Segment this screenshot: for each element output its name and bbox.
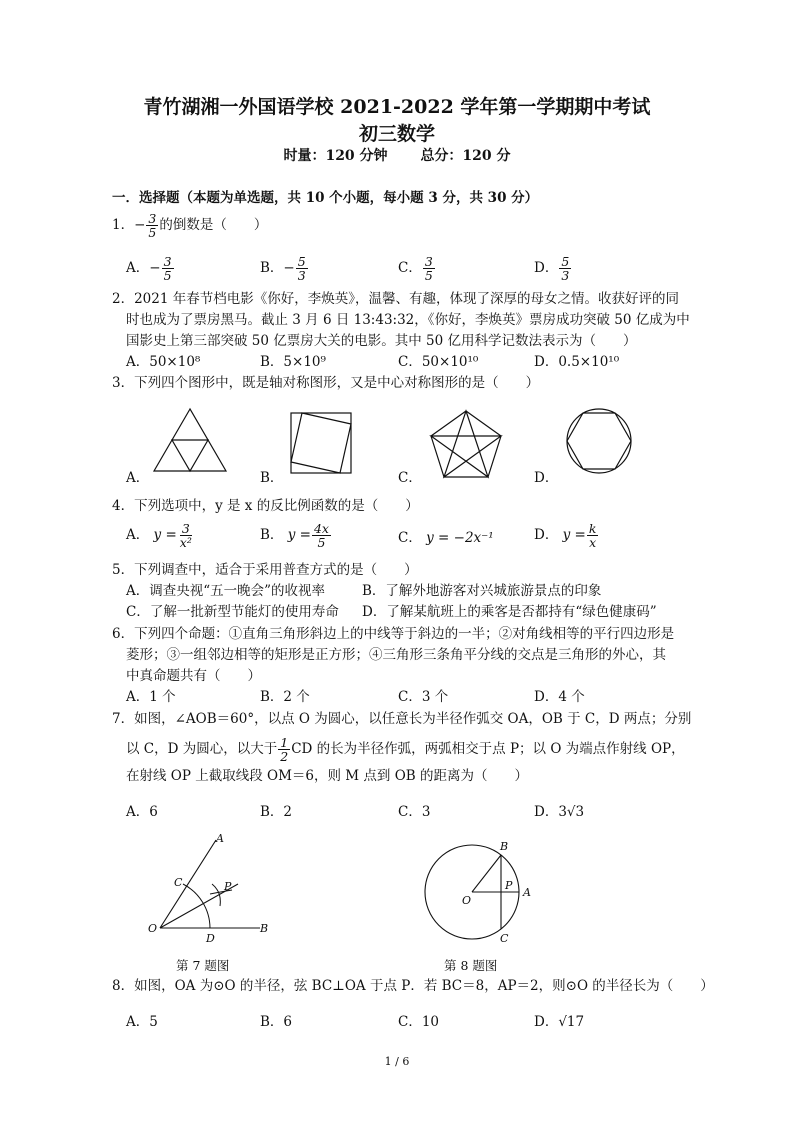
label-d: D — [206, 932, 215, 945]
q6-option-a: A．1 个 — [126, 689, 176, 705]
option-label: D． — [534, 527, 559, 543]
option-fraction — [178, 522, 194, 549]
numerator: 3 — [181, 521, 190, 536]
numerator: 1 — [280, 735, 289, 750]
q5-option-a: A．调查央视“五一晚会”的收视率 — [126, 583, 326, 599]
option-fraction — [312, 522, 331, 549]
label-b: B — [500, 840, 509, 853]
q2-option-a: A．50×10⁸ — [126, 354, 201, 370]
numerator: k — [588, 521, 597, 536]
option-label: D． — [534, 260, 559, 276]
denominator: 5 — [424, 268, 433, 283]
label-p: P — [505, 879, 513, 892]
numerator: 3 — [163, 254, 172, 269]
hexagon — [567, 413, 631, 469]
option-label: B． — [260, 260, 284, 276]
q3-option-c: C． — [398, 470, 422, 486]
q8-option-a: A．5 — [126, 1014, 158, 1030]
figure-8-caption: 第 8 题图 — [444, 958, 498, 973]
label-o: O — [148, 922, 158, 935]
ray-oa — [160, 840, 216, 928]
denominator: x — [589, 535, 597, 550]
q5-text: 5．下列调查中，适合于采用普查方式的是（ ） — [112, 562, 418, 578]
option-expression: y = −2x⁻¹ — [426, 530, 494, 546]
q7-option-d: D．3√3 — [534, 804, 585, 820]
option-fraction — [559, 255, 571, 282]
star — [431, 411, 501, 477]
q6-line-3: 中真命题共有（ ） — [126, 668, 261, 684]
denominator: 3 — [561, 268, 570, 283]
q8-option-b: B．6 — [260, 1014, 293, 1030]
exam-meta — [0, 145, 794, 165]
q7-option-c: C．3 — [398, 804, 431, 820]
option-label: C． — [398, 530, 422, 546]
inner-triangle — [172, 440, 208, 471]
section-heading: 一．选择题（本题为单选题，共 10 个小题，每小题 3 分，共 30 分） — [112, 190, 539, 206]
option-label: C． — [398, 260, 422, 276]
label-c: C — [174, 876, 183, 889]
q1-text: 的倒数是（ ） — [159, 217, 268, 233]
option-label: B． — [260, 527, 284, 543]
option-fraction — [423, 255, 435, 282]
q3-figure-d — [564, 406, 634, 476]
q7-option-a: A．6 — [126, 804, 158, 820]
option-sign: − — [149, 260, 161, 276]
q1-sign: − — [134, 217, 146, 233]
q7-line-3: 在射线 OP 上截取线段 OM＝6，则 M 点到 OB 的距离为（ ） — [126, 768, 528, 784]
q2-line-1: 2．2021 年春节档电影《你好，李焕英》，温馨、有趣，体现了深厚的母女之情。收获好评的同 — [112, 291, 679, 307]
q3-figure-b — [288, 410, 354, 476]
q3-figure-c — [428, 408, 504, 480]
q2-line-2: 时也成为了票房黑马。截止 3 月 6 日 13:43:32，《你好，李焕英》票房成功突破 50 亿成为中 — [126, 312, 690, 328]
q2-option-b: B．5×10⁹ — [260, 354, 326, 370]
exam-title: 青竹湖湘一外国语学校 2021-2022 学年第一学期期中考试 — [143, 96, 651, 118]
option-sign: − — [283, 260, 295, 276]
q6-option-b: B．2 个 — [260, 689, 310, 705]
circle — [567, 409, 631, 473]
figure-7-caption: 第 7 题图 — [176, 958, 230, 973]
q8-option-c: C．10 — [398, 1014, 440, 1030]
q7-line-2 — [126, 736, 685, 763]
q1-option-d — [534, 255, 572, 282]
label-c: C — [500, 932, 509, 945]
q5-option-d: D．了解某航班上的乘客是否都持有“绿色健康码” — [362, 604, 657, 620]
exam-subject: 初三数学 — [358, 123, 435, 145]
q3-option-d: D． — [534, 470, 559, 486]
label-b: B — [260, 922, 269, 935]
option-label: A． — [126, 260, 150, 276]
label-a: A — [216, 832, 224, 845]
q6-line-2: 菱形；③一组邻边相等的矩形是正方形；④三角形三条角平分线的交点是三角形的外心，其 — [126, 647, 666, 663]
q6-option-c: C．3 个 — [398, 689, 449, 705]
q1-denominator: 5 — [148, 225, 157, 240]
q1-number: 1． — [112, 217, 135, 233]
q4-option-a — [126, 522, 195, 549]
q7-line-2-start: 以 C，D 为圆心，以大于 — [126, 741, 278, 757]
q2-option-d: D．0.5×10¹⁰ — [534, 354, 620, 370]
q4-option-c — [398, 528, 494, 548]
denominator: 2 — [280, 749, 289, 764]
numerator: 5 — [561, 254, 570, 269]
q3-figure-a — [150, 405, 230, 475]
q1-option-a — [126, 255, 175, 282]
segment-ob — [472, 855, 501, 892]
figure-8 — [410, 832, 550, 950]
numerator: 5 — [297, 254, 306, 269]
q2-option-c: C．50×10¹⁰ — [398, 354, 479, 370]
option-fraction — [162, 255, 174, 282]
q5-option-c: C．了解一批新型节能灯的使用寿命 — [126, 604, 339, 620]
arc-cd — [183, 884, 210, 928]
denominator: 3 — [297, 268, 306, 283]
q4-option-d — [534, 522, 599, 549]
q6-line-1: 6．下列四个命题：①直角三角形斜边上的中线等于斜边的一半；②对角线相等的平行四边形是 — [112, 626, 675, 642]
option-fraction — [296, 255, 308, 282]
q7-option-b: B．2 — [260, 804, 293, 820]
q2-line-3: 国影史上第三部突破 50 亿票房大关的电影。其中 50 亿用科学记数法表示为（ ） — [126, 333, 637, 349]
option-lhs: y = — [287, 527, 311, 543]
denominator: 5 — [317, 535, 326, 550]
option-label: A． — [126, 527, 150, 543]
exam-time: 时量：120 分钟 — [283, 148, 388, 164]
arc-from-c — [212, 884, 220, 906]
numerator: 3 — [424, 254, 433, 269]
q3-text: 3．下列四个图形中，既是轴对称图形，又是中心对称图形的是（ ） — [112, 375, 540, 391]
q1-fraction — [146, 212, 158, 239]
option-lhs: y = — [562, 527, 586, 543]
figure-7 — [140, 832, 280, 948]
label-o: O — [462, 894, 472, 907]
denominator: x² — [179, 535, 192, 550]
numerator: 4x — [313, 521, 329, 536]
denominator: 5 — [163, 268, 172, 283]
option-lhs: y = — [153, 527, 177, 543]
page-number: 1 / 6 — [384, 1055, 410, 1068]
q4-text: 4．下列选项中，y 是 x 的反比例函数的是（ ） — [112, 498, 419, 514]
q1-numerator: 3 — [148, 211, 157, 226]
q5-option-b: B．了解外地游客对兴城旅游景点的印象 — [362, 583, 602, 599]
label-a: A — [523, 886, 531, 899]
q4-option-b — [260, 522, 332, 549]
label-p: P — [224, 880, 232, 893]
q6-option-d: D．4 个 — [534, 689, 585, 705]
option-fraction — [587, 522, 599, 549]
q1-option-b — [260, 255, 309, 282]
question-1 — [112, 212, 267, 239]
q8-option-d: D．√17 — [534, 1014, 585, 1030]
q8-text: 8．如图，OA 为⊙O 的半径，弦 BC⊥OA 于点 P．若 BC＝8，AP＝2，则⊙O 的半径长为（ ） — [112, 978, 714, 994]
q7-fraction — [278, 736, 290, 763]
exam-score: 总分：120 分 — [420, 148, 511, 164]
q1-option-c — [398, 255, 436, 282]
q7-line-1: 7．如图，∠AOB＝60°，以点 O 为圆心，以任意长为半径作弧交 OA，OB 于 C，D 两点；分别 — [112, 711, 692, 727]
q3-option-a: A． — [126, 470, 150, 486]
inner-square — [291, 413, 351, 473]
q7-line-2-end: CD 的长为半径作弧，两弧相交于点 P；以 O 为端点作射线 OP， — [291, 741, 685, 757]
q3-option-b: B． — [260, 470, 284, 486]
